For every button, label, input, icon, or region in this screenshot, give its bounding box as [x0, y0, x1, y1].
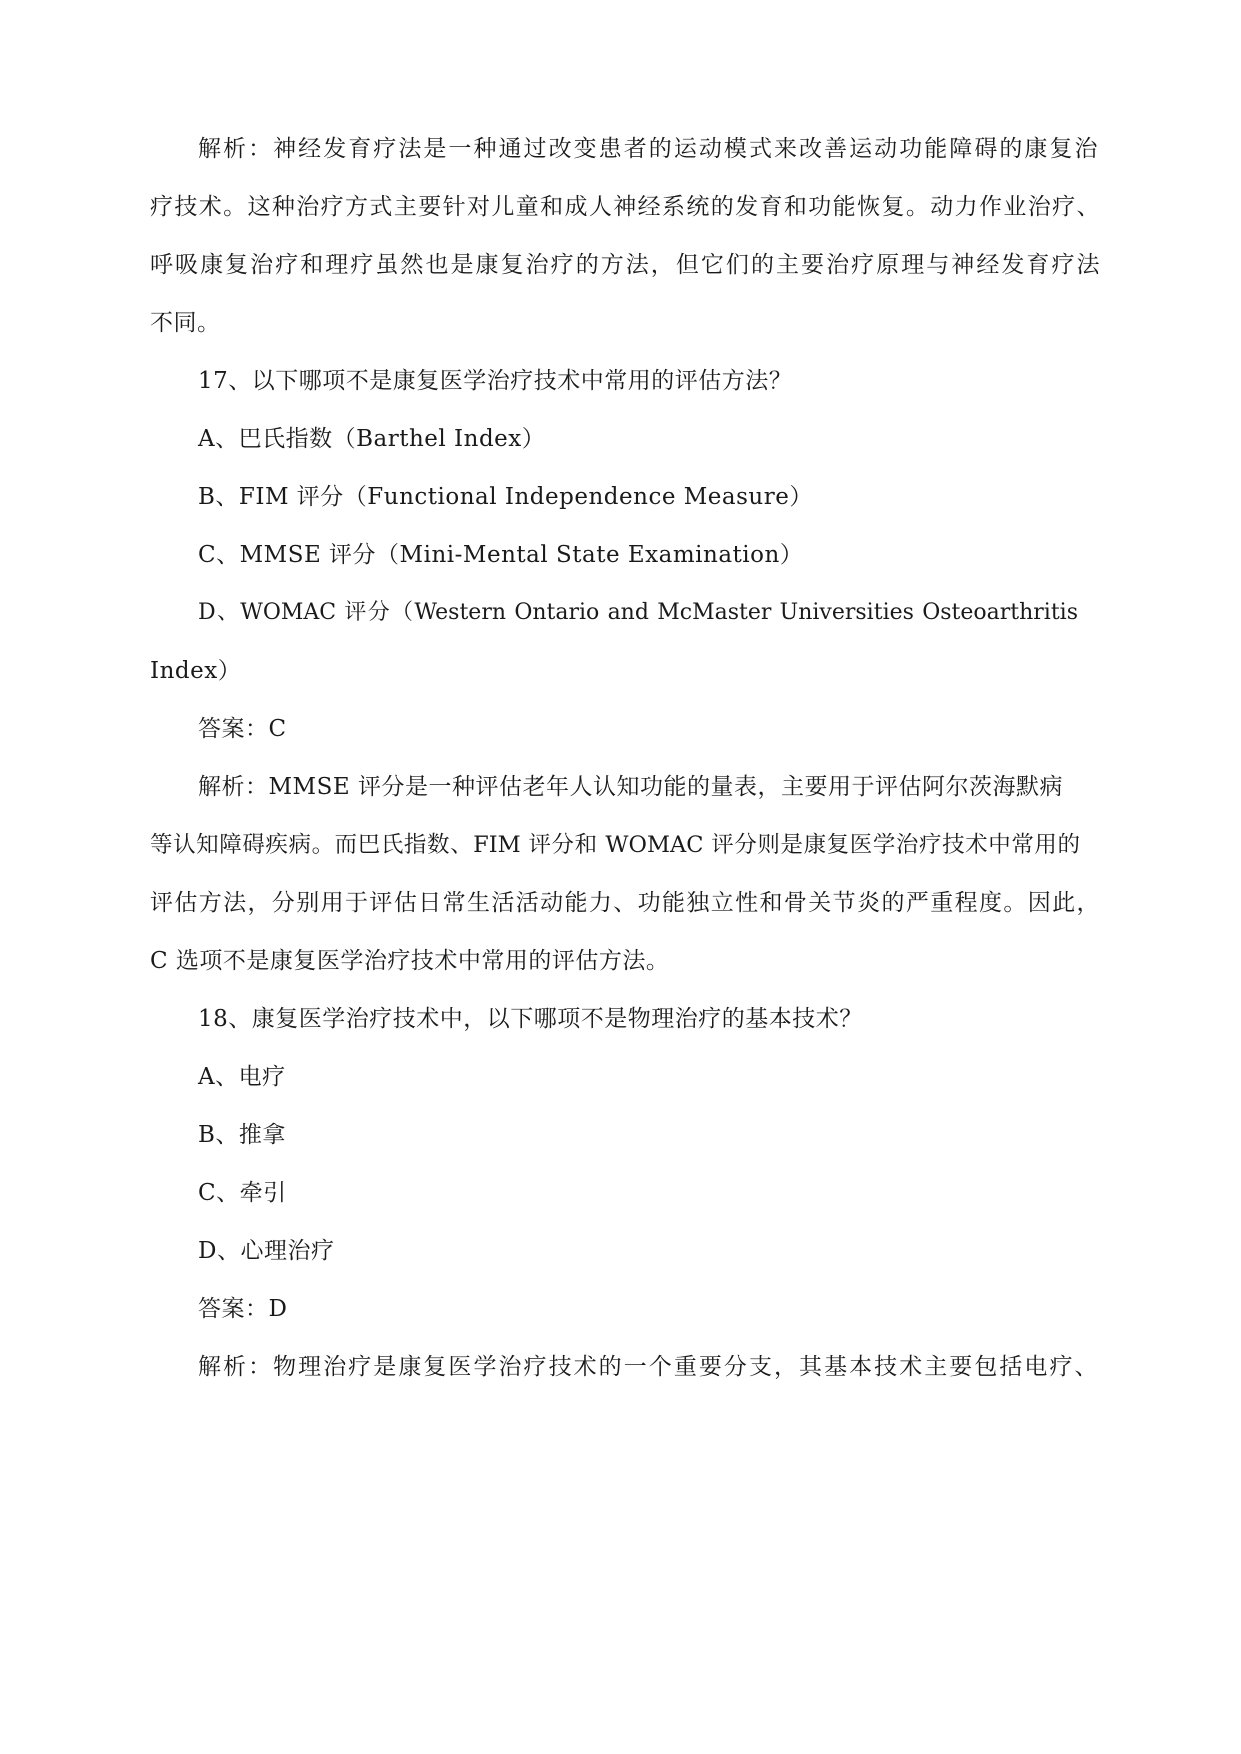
q18-option-b: B、推拿 — [198, 1122, 286, 1148]
prev-explanation-line-2: 疗技术。这种治疗方式主要针对儿童和成人神经系统的发育和功能恢复。动力作业治疗、 — [150, 194, 1100, 220]
prev-explanation-line-3: 呼吸康复治疗和理疗虽然也是康复治疗的方法，但它们的主要治疗原理与神经发育疗法 — [150, 252, 1100, 278]
q17-option-b: B、FIM 评分（Functional Independence Measure） — [198, 484, 813, 510]
q17-explanation-line-1: 解析：MMSE 评分是一种评估老年人认知功能的量表，主要用于评估阿尔茨海默病 — [198, 774, 1063, 800]
q17-option-a: A、巴氏指数（Barthel Index） — [198, 426, 546, 452]
q18-explanation-line-1: 解析：物理治疗是康复医学治疗技术的一个重要分支，其基本技术主要包括电疗、 — [198, 1354, 1098, 1380]
prev-explanation-line-4: 不同。 — [150, 310, 221, 336]
q17-option-c: C、MMSE 评分（Mini-Mental State Examination） — [198, 542, 804, 568]
prev-explanation-line-1: 解析：神经发育疗法是一种通过改变患者的运动模式来改善运动功能障碍的康复治 — [198, 136, 1098, 162]
q18-option-c: C、牵引 — [198, 1180, 287, 1206]
q18-option-a: A、电疗 — [198, 1064, 286, 1090]
q17-option-d-continued: Index） — [150, 658, 242, 684]
q18-answer: 答案：D — [198, 1296, 288, 1322]
q17-answer: 答案：C — [198, 716, 287, 742]
q18-option-d: D、心理治疗 — [198, 1238, 335, 1264]
q17-explanation-line-3: 评估方法，分别用于评估日常生活活动能力、功能独立性和骨关节炎的严重程度。因此， — [150, 890, 1100, 916]
q18-question: 18、康复医学治疗技术中，以下哪项不是物理治疗的基本技术？ — [198, 1006, 863, 1032]
q17-question: 17、以下哪项不是康复医学治疗技术中常用的评估方法？ — [198, 368, 793, 394]
q17-explanation-line-4: C 选项不是康复医学治疗技术中常用的评估方法。 — [150, 948, 670, 974]
q17-explanation-line-2: 等认知障碍疾病。而巴氏指数、FIM 评分和 WOMAC 评分则是康复医学治疗技术中常用的 — [150, 832, 1080, 858]
q17-option-d: D、WOMAC 评分（Western Ontario and McMaster Universities Osteoarthritis — [198, 600, 1078, 625]
